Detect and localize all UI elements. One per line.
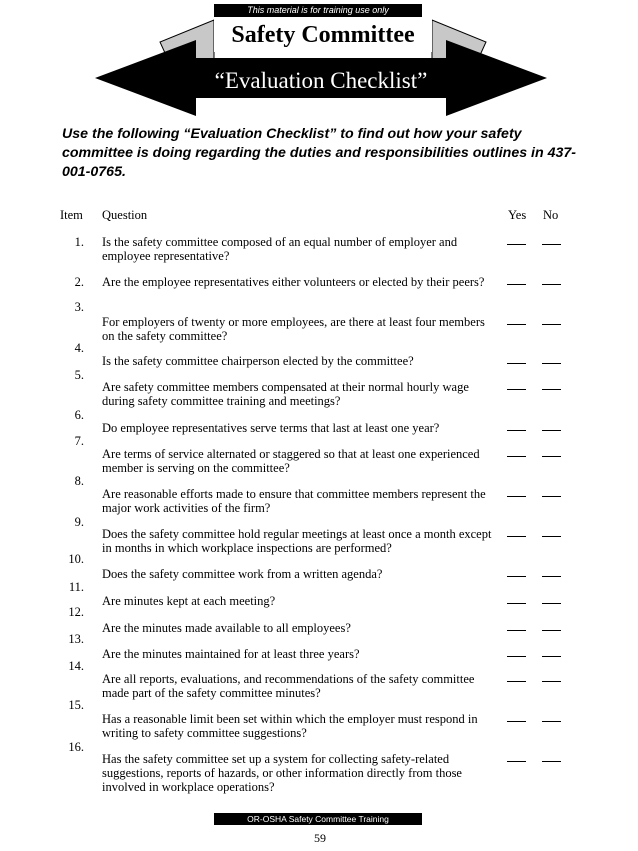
no-answer-blank[interactable] [542,630,561,631]
item-question: Is the safety committee composed of an equal number of employer and employee representative? [102,235,458,263]
column-header-question: Question [102,208,148,222]
no-answer-blank[interactable] [542,656,561,657]
item-number: 11. [68,580,84,594]
item-question: Is the safety committee chairperson elected by the committee? [102,354,414,368]
item-number: 12. [68,605,84,619]
no-answer-blank[interactable] [542,603,561,604]
item-number: 15. [68,698,84,712]
item-number: 16. [68,740,84,754]
no-answer-blank[interactable] [542,721,561,722]
item-question: Are the minutes maintained for at least three years? [102,647,360,661]
no-answer-blank[interactable] [542,363,561,364]
no-answer-blank[interactable] [542,430,561,431]
no-answer-blank[interactable] [542,496,561,497]
page-title: Safety Committee [231,22,415,48]
column-header-item: Item [60,208,83,222]
column-header-no: No [543,208,559,222]
page-subtitle: “Evaluation Checklist” [214,68,428,93]
yes-answer-blank[interactable] [507,681,526,682]
yes-answer-blank[interactable] [507,603,526,604]
no-answer-blank[interactable] [542,244,561,245]
item-number: 10. [68,552,84,566]
no-answer-blank[interactable] [542,681,561,682]
item-question: For employers of twenty or more employees, are there at least four members on the safety committee? [102,315,485,343]
column-header-yes: Yes [508,208,527,222]
item-question: Are safety committee members compensated at their normal hourly wage during safety committee training and meetings? [102,380,469,408]
no-answer-blank[interactable] [542,324,561,325]
no-answer-blank[interactable] [542,389,561,390]
item-number: 8. [74,474,84,488]
item-number: 3. [74,300,84,314]
yes-answer-blank[interactable] [507,496,526,497]
item-question: Does the safety committee work from a written agenda? [102,567,383,581]
item-number: 13. [68,632,84,646]
yes-answer-blank[interactable] [507,456,526,457]
item-question: Has a reasonable limit been set within which the employer must respond in writing to safety committee suggestions? [102,712,478,740]
no-answer-blank[interactable] [542,456,561,457]
item-number: 5. [74,368,84,382]
item-number: 9. [74,515,84,529]
yes-answer-blank[interactable] [507,284,526,285]
item-question: Are terms of service alternated or staggered so that at least one experienced member is serving on the committee? [102,447,480,475]
yes-answer-blank[interactable] [507,576,526,577]
yes-answer-blank[interactable] [507,389,526,390]
yes-answer-blank[interactable] [507,630,526,631]
yes-answer-blank[interactable] [507,324,526,325]
item-question: Has the safety committee set up a system for collecting safety-related suggestions, reports of hazards, or other information directly from those involved in workplace operations? [102,752,462,794]
item-question: Are reasonable efforts made to ensure that committee members represent the major work activities of the firm? [102,487,486,515]
yes-answer-blank[interactable] [507,363,526,364]
no-answer-blank[interactable] [542,576,561,577]
no-answer-blank[interactable] [542,536,561,537]
item-number: 14. [68,659,84,673]
footer-course: OR-OSHA Safety Committee Training [214,813,422,825]
item-question: Does the safety committee hold regular meetings at least once a month except in months in which workplace inspections are performed? [102,527,492,555]
yes-answer-blank[interactable] [507,761,526,762]
page-number: 59 [314,831,326,845]
item-number: 6. [74,408,84,422]
item-question: Do employee representatives serve terms that last at least one year? [102,421,440,435]
training-note: This material is for training use only [214,4,422,17]
item-question: Are all reports, evaluations, and recommendations of the safety committee made part of the safety committee minutes? [102,672,475,700]
no-answer-blank[interactable] [542,284,561,285]
item-number: 4. [74,341,84,355]
item-number: 1. [74,235,84,249]
item-question: Are the minutes made available to all employees? [102,621,351,635]
item-question: Are minutes kept at each meeting? [102,594,276,608]
item-question: Are the employee representatives either volunteers or elected by their peers? [102,275,485,289]
intro-text: Use the following “Evaluation Checklist” to find out how your safety committee is doing regarding the duties and responsibilities outlines in 437-001-0765. [62,126,576,180]
no-answer-blank[interactable] [542,761,561,762]
yes-answer-blank[interactable] [507,430,526,431]
yes-answer-blank[interactable] [507,721,526,722]
yes-answer-blank[interactable] [507,244,526,245]
item-number: 7. [74,434,84,448]
yes-answer-blank[interactable] [507,656,526,657]
item-number: 2. [74,275,84,289]
yes-answer-blank[interactable] [507,536,526,537]
